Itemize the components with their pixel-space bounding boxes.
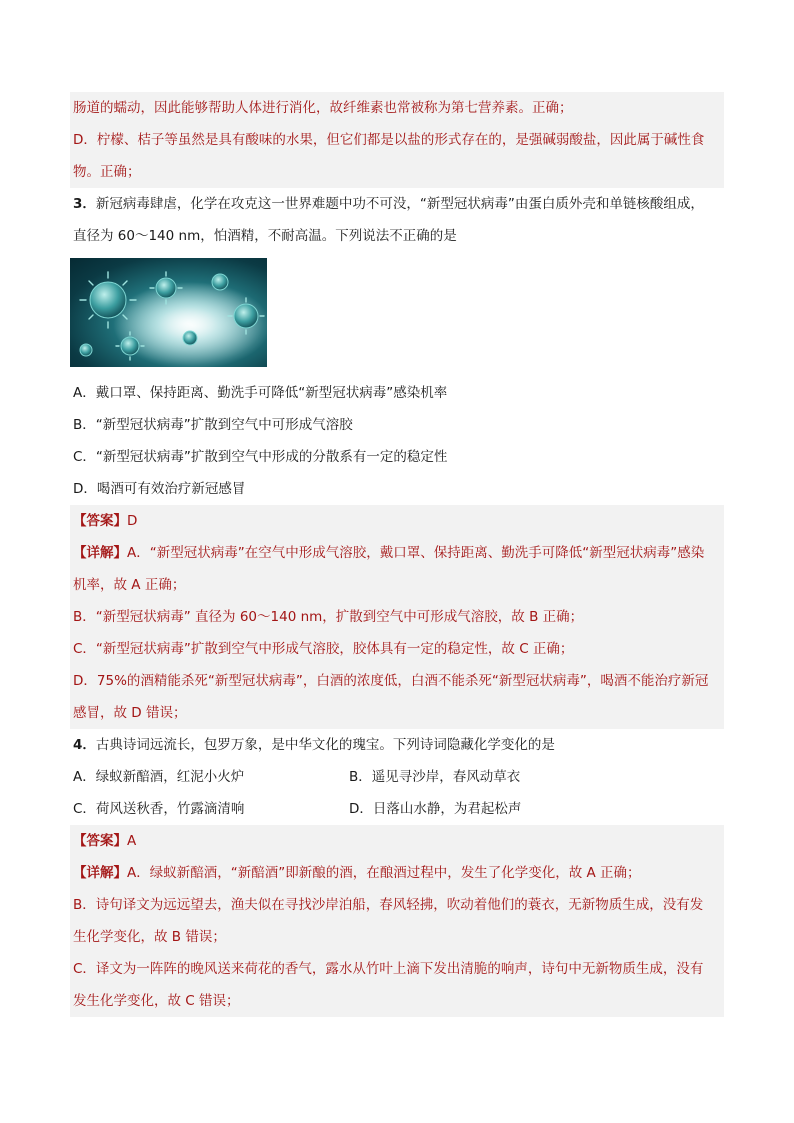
question-4-option-d: D．日落山水静，为君起松声: [349, 801, 522, 817]
virus-image: [70, 258, 267, 367]
document-page: [70, 92, 724, 1017]
question-4-stem: 4．古典诗词远流长，包罗万象，是中华文化的瑰宝。下列诗词隐藏化学变化的是: [73, 737, 555, 753]
question-4-detail: 【详解】A．绿蚁新醅酒，“新醅酒”即新酿的酒，在酿酒过程中，发生了化学变化，故 A 正确；: [70, 857, 724, 889]
question-4-detail-line: C．译文为一阵阵的晚风送来荷花的香气，露水从竹叶上滴下发出清脆的响声，诗句中无新物质生成，没有: [70, 953, 724, 985]
question-4-detail-line: 发生化学变化，故 C 错误；: [70, 985, 724, 1017]
question-3-stem-cont: 直径为 60～140 nm，怕酒精，不耐高温。下列说法不正确的是: [73, 228, 457, 244]
question-4-option-b: B．遥见寻沙岸，春风动草衣: [349, 769, 521, 785]
answer-text-line: D．柠檬、桔子等虽然是具有酸味的水果，但它们都是以盐的形式存在的，是强碱弱酸盐，因此属于碱性食: [70, 124, 724, 156]
question-4-options-row-2: [70, 793, 724, 825]
answer-text-line: 肠道的蠕动，因此能够帮助人体进行消化，故纤维素也常被称为第七营养素。正确；: [70, 92, 724, 124]
question-3-answer: 【答案】D: [70, 505, 724, 537]
answer-text-line: 物。正确；: [70, 156, 724, 188]
question-3-detail: 【详解】A．“新型冠状病毒”在空气中形成气溶胶，戴口罩、保持距离、勤洗手可降低“新型冠状病毒”感染: [70, 537, 724, 569]
question-4-answer: 【答案】A: [70, 825, 724, 857]
question-3-detail-line: C．“新型冠状病毒”扩散到空气中形成气溶胶，胶体具有一定的稳定性，故 C 正确；: [70, 633, 724, 665]
question-3-option-a: A．戴口罩、保持距离、勤洗手可降低“新型冠状病毒”感染机率: [73, 385, 448, 401]
question-3-option-c: C．“新型冠状病毒”扩散到空气中形成的分散系有一定的稳定性: [73, 449, 448, 465]
question-3-detail-line: D．75%的酒精能杀死“新型冠状病毒”，白酒的浓度低，白酒不能杀死“新型冠状病毒”，喝酒不能治疗新冠: [70, 665, 724, 697]
question-3-detail-line: 感冒，故 D 错误；: [70, 697, 724, 729]
question-4-option-c: C．荷风送秋香，竹露滴清响: [73, 801, 245, 817]
question-3-detail-line: B．“新型冠状病毒” 直径为 60～140 nm，扩散到空气中可形成气溶胶，故 B 正确；: [70, 601, 724, 633]
question-3-option-b: B．“新型冠状病毒”扩散到空气中可形成气溶胶: [73, 417, 353, 433]
virus-illustration-icon: [70, 258, 267, 367]
question-4-options-row-1: [70, 761, 724, 793]
question-4-detail-line: B．诗句译文为远远望去，渔夫似在寻找沙岸泊船，春风轻拂，吹动着他们的蓑衣，无新物质生成，没有发: [70, 889, 724, 921]
question-3-stem: 3．新冠病毒肆虐，化学在攻克这一世界难题中功不可没，“新型冠状病毒”由蛋白质外壳和单链核酸组成，: [73, 196, 704, 212]
question-3-option-d: D．喝酒可有效治疗新冠感冒: [73, 481, 246, 497]
question-4-option-a: A．绿蚁新醅酒，红泥小火炉: [73, 769, 245, 785]
question-4-detail-line: 生化学变化，故 B 错误；: [70, 921, 724, 953]
question-3-detail-line: 机率，故 A 正确；: [70, 569, 724, 601]
